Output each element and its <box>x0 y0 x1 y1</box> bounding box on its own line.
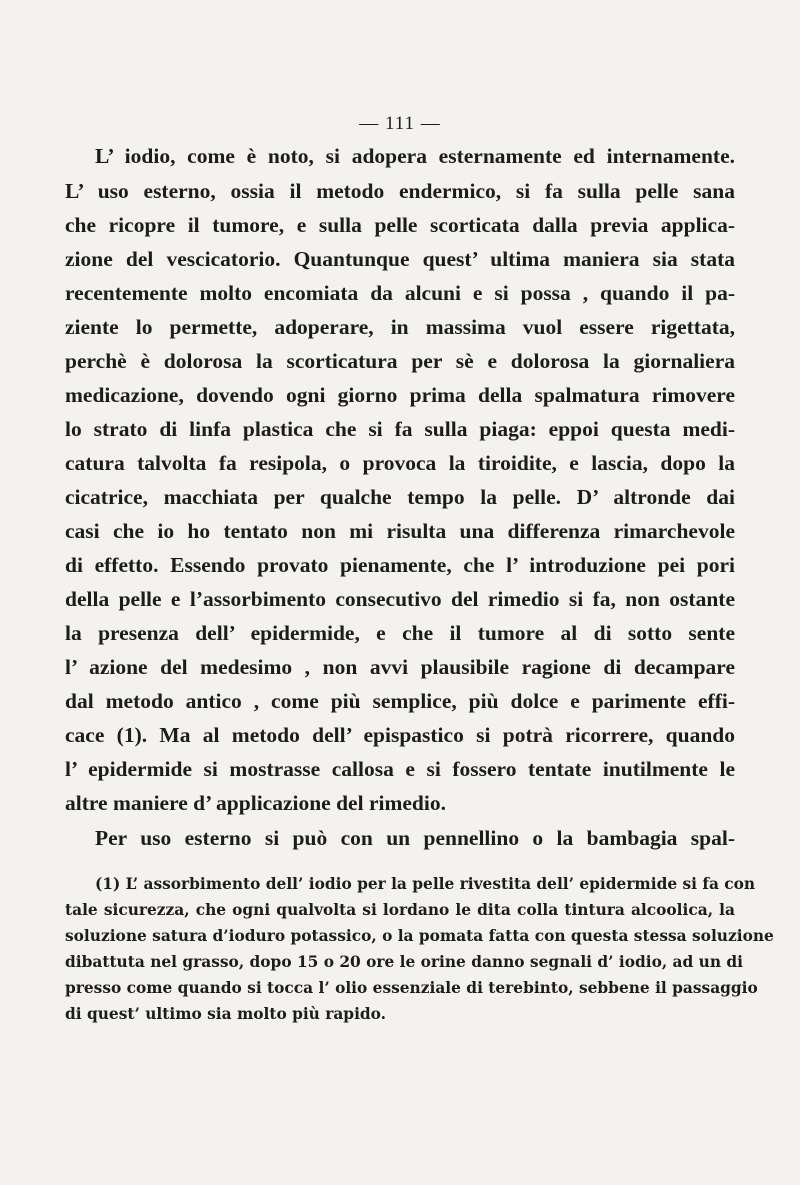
body-line: ziente lo permette, adoperare, in massima vuol essere rigettata, <box>65 315 735 339</box>
footnote-line: dibattuta nel grasso, dopo 15 o 20 ore le orine danno segnali d’ iodio, ad un di <box>65 953 743 971</box>
body-line: l’ azione del medesimo , non avvi plausibile ragione di decampare <box>65 655 735 679</box>
body-line: catura talvolta fa resipola, o provoca la tiroidite, e lascia, dopo la <box>65 451 735 475</box>
body-line: altre maniere d’ applicazione del rimedio. <box>65 791 446 815</box>
body-line: Per uso esterno si può con un pennellino o la bambagia spal- <box>95 826 735 850</box>
body-line: dal metodo antico , come più semplice, più dolce e parimente effi- <box>65 689 735 713</box>
body-line: di effetto. Essendo provato pienamente, che l’ introduzione pei pori <box>65 553 735 577</box>
footnote-line: di quest’ ultimo sia molto più rapido. <box>65 1005 387 1023</box>
body-line: L’ iodio, come è noto, si adopera esternamente ed internamente. <box>95 144 735 168</box>
footnote-line: tale sicurezza, che ogni qualvolta si lordano le dita colla tintura alcoolica, la <box>65 901 735 919</box>
body-line: la presenza dell’ epidermide, e che il tumore al di sotto sente <box>65 621 735 645</box>
footnote-line: presso come quando si tocca l’ olio essenziale di terebinto, sebbene il passaggio <box>65 979 758 997</box>
footnote-line: (1) L’ assorbimento dell’ iodio per la pelle rivestita dell’ epidermide si fa con <box>95 875 756 893</box>
body-line: zione del vescicatorio. Quantunque quest’ ultima maniera sia stata <box>65 247 735 271</box>
body-line: lo strato di linfa plastica che si fa sulla piaga: eppoi questa medi- <box>65 417 735 441</box>
body-line: che ricopre il tumore, e sulla pelle scorticata dalla previa applica- <box>65 213 735 237</box>
page-number-header: — 111 — <box>359 113 441 134</box>
body-line: L’ uso esterno, ossia il metodo endermico, si fa sulla pelle sana <box>65 179 735 203</box>
body-line: cace (1). Ma al metodo dell’ epispastico si potrà ricorrere, quando <box>65 723 735 747</box>
body-line: recentemente molto encomiata da alcuni e si possa , quando il pa- <box>65 281 735 305</box>
body-line: della pelle e l’assorbimento consecutivo del rimedio si fa, non ostante <box>65 587 735 611</box>
body-line: perchè è dolorosa la scorticatura per sè e dolorosa la giornaliera <box>65 349 735 373</box>
body-line: casi che io ho tentato non mi risulta una differenza rimarchevole <box>65 519 735 543</box>
footnote-line: soluzione satura d’ioduro potassico, o la pomata fatta con questa stessa soluzione <box>65 927 774 945</box>
body-line: l’ epidermide si mostrasse callosa e si fossero tentate inutilmente le <box>65 757 735 781</box>
body-line: medicazione, dovendo ogni giorno prima della spalmatura rimovere <box>65 383 735 407</box>
body-line: cicatrice, macchiata per qualche tempo la pelle. D’ altronde dai <box>65 485 735 509</box>
